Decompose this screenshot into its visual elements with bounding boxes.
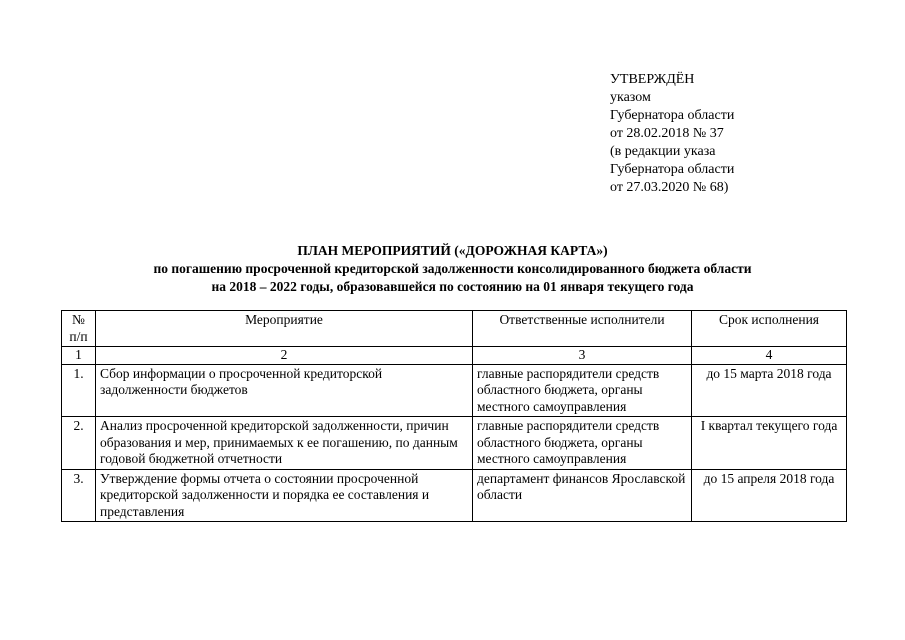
approval-line: Губернатора области bbox=[610, 108, 735, 123]
approval-line: (в редакции указа bbox=[610, 144, 716, 159]
row-activity: Утверждение формы отчета о состоянии просроченной кредиторской задолженности и порядка ее составления и представления bbox=[96, 469, 473, 522]
column-number: 2 bbox=[96, 347, 473, 365]
table-row bbox=[62, 469, 847, 522]
approval-stamp bbox=[610, 71, 734, 197]
row-responsible: главные распорядители средств областного бюджета, органы местного самоуправления bbox=[473, 417, 692, 470]
plan-table bbox=[61, 310, 847, 522]
row-activity: Сбор информации о просроченной кредиторской задолженности бюджетов bbox=[96, 364, 473, 417]
title-line-1: ПЛАН МЕРОПРИЯТИЙ («ДОРОЖНАЯ КАРТА») bbox=[297, 243, 608, 258]
approval-line: от 27.03.2020 № 68) bbox=[610, 180, 729, 195]
row-responsible: департамент финансов Ярославской области bbox=[473, 469, 692, 522]
column-number: 3 bbox=[473, 347, 692, 365]
row-deadline: до 15 апреля 2018 года bbox=[692, 469, 847, 522]
table-row bbox=[62, 417, 847, 470]
approval-line: УТВЕРЖДЁН bbox=[610, 72, 695, 87]
row-activity: Анализ просроченной кредиторской задолженности, причин образования и мер, принимаемых к ее погашению, по данным годовой бюджетной отчетности bbox=[96, 417, 473, 470]
column-number: 4 bbox=[692, 347, 847, 365]
document-title bbox=[0, 242, 905, 296]
column-number-row bbox=[62, 347, 847, 365]
approval-line: Губернатора области bbox=[610, 162, 735, 177]
approval-line: указом bbox=[610, 90, 651, 105]
row-deadline: I квартал текущего года bbox=[692, 417, 847, 470]
row-deadline: до 15 марта 2018 года bbox=[692, 364, 847, 417]
header-responsible: Ответственные исполнители bbox=[473, 311, 692, 347]
approval-line: от 28.02.2018 № 37 bbox=[610, 126, 724, 141]
title-line-3: на 2018 – 2022 годы, образовавшейся по состоянию на 01 января текущего года bbox=[211, 279, 694, 294]
header-deadline: Срок исполнения bbox=[692, 311, 847, 347]
column-number: 1 bbox=[62, 347, 96, 365]
row-number: 3. bbox=[62, 469, 96, 522]
row-responsible: главные распорядители средств областного бюджета, органы местного самоуправления bbox=[473, 364, 692, 417]
title-line-2: по погашению просроченной кредиторской задолженности консолидированного бюджета области bbox=[153, 261, 752, 276]
row-number: 2. bbox=[62, 417, 96, 470]
header-activity: Мероприятие bbox=[96, 311, 473, 347]
table-header-row bbox=[62, 311, 847, 347]
header-num: № п/п bbox=[62, 311, 96, 347]
table-row bbox=[62, 364, 847, 417]
row-number: 1. bbox=[62, 364, 96, 417]
